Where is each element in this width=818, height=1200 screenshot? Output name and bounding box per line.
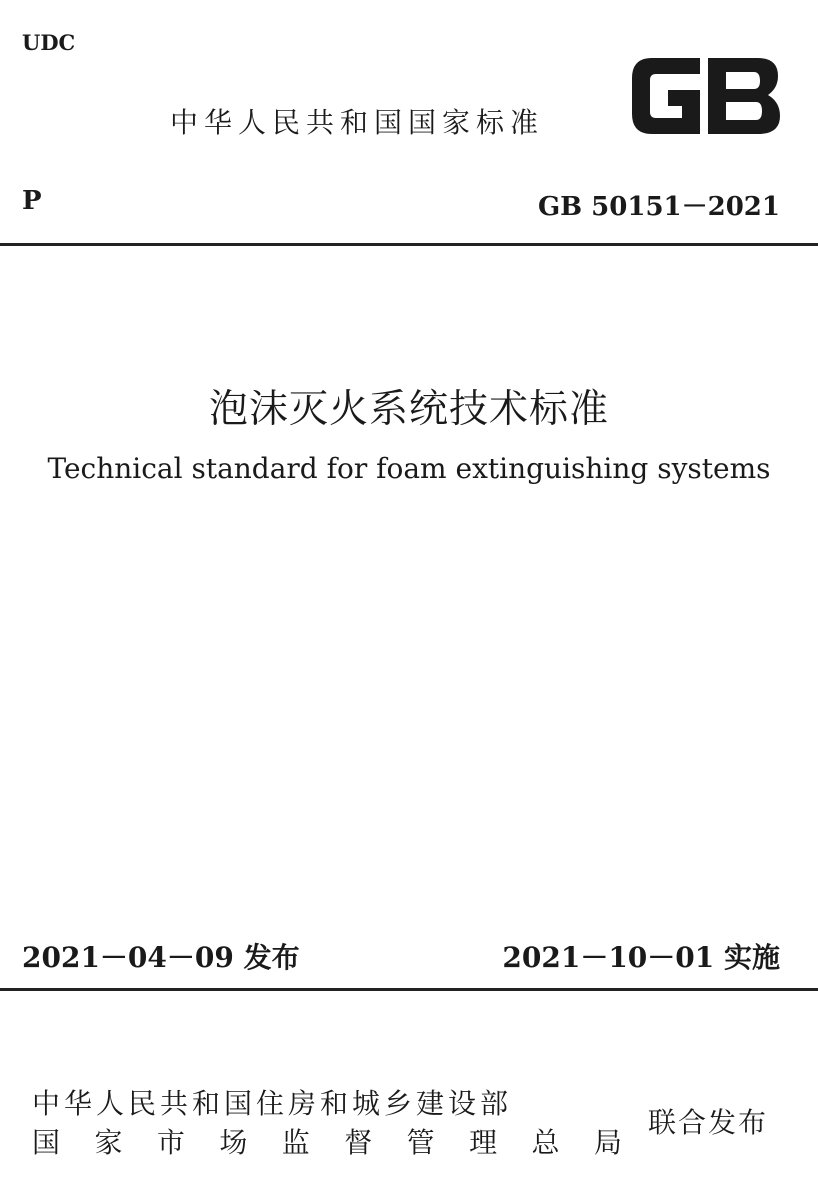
national-standard-label: 中华人民共和国国家标准 <box>170 106 545 139</box>
title-chinese: 泡沫灭火系统技术标准 <box>208 387 609 432</box>
standard-number: GB 50151－2021 <box>537 192 780 222</box>
effective-date: 2021－10－01 实施 <box>502 941 780 974</box>
title-english: Technical standard for foam extinguishing systems <box>47 452 771 485</box>
issue-date: 2021－04－09 发布 <box>22 941 300 974</box>
joint-release-label: 联合发布 <box>648 1106 769 1139</box>
top-divider <box>0 243 818 246</box>
category-code: P <box>22 186 42 216</box>
bottom-divider <box>0 988 818 991</box>
udc-label: UDC <box>22 30 76 55</box>
issuer-market-regulation: 国 家 市 场 监 督 管 理 总 局 <box>32 1126 622 1159</box>
gb-logo-icon <box>630 56 782 136</box>
issuer-ministry: 中华人民共和国住房和城乡建设部 <box>32 1087 513 1120</box>
